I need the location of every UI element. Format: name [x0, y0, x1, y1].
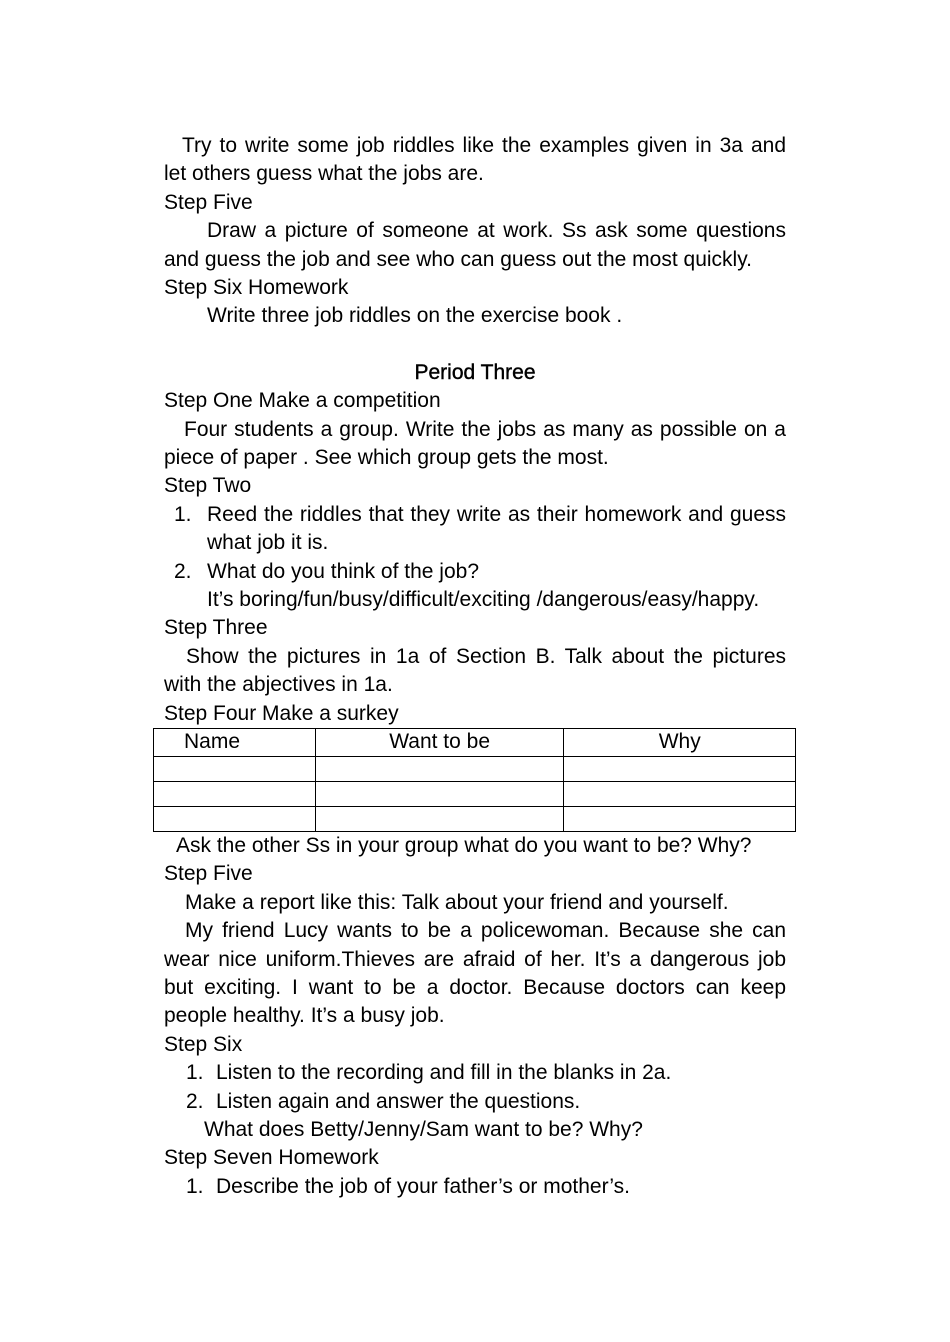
step-six-heading-2: Step Six — [164, 1032, 243, 1056]
list-item — [164, 1059, 786, 1087]
document-page — [164, 132, 786, 1201]
header-why: Why — [564, 728, 796, 756]
report-instruction: Make a report like this: Talk about your friend and yourself. — [185, 890, 729, 914]
list-text: Reed the riddles that they write as their homework and guess what job it is. — [207, 502, 786, 555]
table-cell[interactable] — [564, 756, 796, 781]
step-three-paragraph: Show the pictures in 1a of Section B. Talk about the pictures with the abjectives in 1a. — [164, 644, 786, 697]
spacer — [164, 331, 786, 359]
step-six-question: What does Betty/Jenny/Sam want to be? Why? — [204, 1117, 643, 1141]
list-item — [164, 501, 786, 558]
survey-table — [153, 728, 796, 832]
report-paragraph: My friend Lucy wants to be a policewoman. Because she can wear nice uniform.Thieves are afraid of her. It’s a dangerous job but exciting. I want to be a doctor. Because doctors can keep people healthy. It’s a busy job. — [164, 919, 786, 1028]
ask-line: Ask the other Ss in your group what do you want to be? Why? — [176, 833, 752, 857]
list-number: 2. — [186, 1089, 204, 1113]
riddle-paragraph: Try to write some job riddles like the examples given in 3a and let others guess what the jobs are. — [164, 134, 786, 186]
list-text: Listen again and answer the questions. — [216, 1089, 581, 1113]
period-title: Period Three — [414, 360, 536, 384]
step-five-heading: Step Five — [164, 190, 253, 214]
list-number: 2. — [174, 559, 192, 583]
step-one-heading: Step One Make a competition — [164, 389, 441, 413]
list-item — [164, 1173, 786, 1201]
table-cell[interactable] — [315, 781, 564, 806]
list-number: 1. — [174, 502, 192, 526]
table-cell[interactable] — [315, 756, 564, 781]
draw-paragraph: Draw a picture of someone at work. Ss ask some questions and guess the job and see who can guess out the most quickly. — [164, 219, 786, 271]
header-want-to-be: Want to be — [315, 728, 564, 756]
list-item — [164, 1088, 786, 1116]
list-text: What do you think of the job? — [207, 559, 480, 583]
list-item — [164, 558, 786, 586]
table-header-row — [154, 728, 796, 756]
table-cell[interactable] — [315, 806, 564, 831]
step-one-paragraph: Four students a group. Write the jobs as many as possible on a piece of paper . See which group gets the most. — [164, 417, 786, 469]
table-row — [154, 806, 796, 831]
table-row — [154, 756, 796, 781]
step-six-heading: Step Six Homework — [164, 276, 349, 300]
table-cell[interactable] — [154, 756, 316, 781]
step-seven-heading: Step Seven Homework — [164, 1146, 379, 1170]
table-row — [154, 781, 796, 806]
step-three-heading: Step Three — [164, 616, 268, 640]
header-name: Name — [154, 728, 316, 756]
step-four-heading: Step Four Make a surkey — [164, 701, 399, 725]
adjective-answer-line: It’s boring/fun/busy/difficult/exciting /dangerous/easy/happy. — [207, 588, 760, 611]
list-number: 1. — [186, 1174, 204, 1198]
table-cell[interactable] — [564, 806, 796, 831]
table-cell[interactable] — [564, 781, 796, 806]
table-cell[interactable] — [154, 781, 316, 806]
step-two-heading: Step Two — [164, 474, 252, 498]
list-text: Listen to the recording and fill in the blanks in 2a. — [216, 1061, 672, 1085]
list-text: Describe the job of your father’s or mother’s. — [216, 1174, 630, 1198]
list-number: 1. — [186, 1061, 204, 1085]
step-five-heading-2: Step Five — [164, 862, 253, 886]
table-cell[interactable] — [154, 806, 316, 831]
write-riddles-line: Write three job riddles on the exercise book . — [207, 304, 623, 328]
